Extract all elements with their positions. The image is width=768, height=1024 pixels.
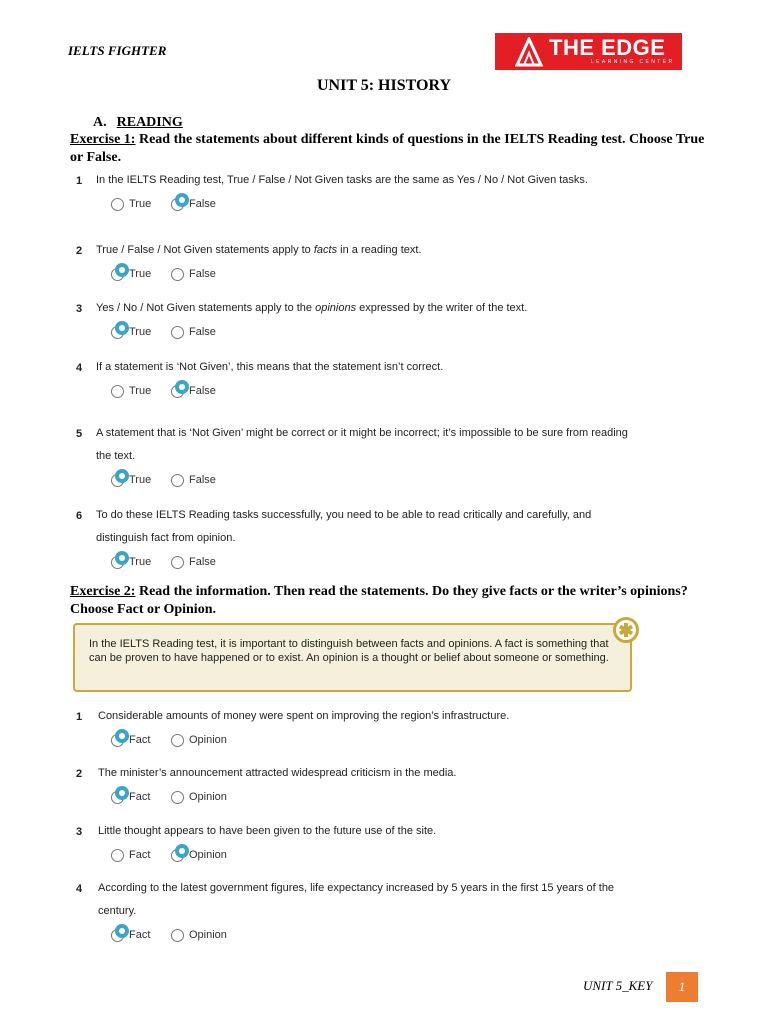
option-opinion[interactable] [171, 732, 227, 748]
option-fact[interactable] [111, 927, 150, 943]
question-number: 5 [76, 428, 83, 440]
selected-marker-icon [115, 469, 129, 483]
question-number: 3 [76, 303, 83, 315]
exercise2-label: Exercise 2: [70, 584, 136, 599]
logo-text: THE EDGE [549, 35, 666, 60]
question-text: According to the latest government figures, life expectancy increased by 5 years in the first 15 years of the century. [98, 882, 615, 917]
question-text: Considerable amounts of money were spent on improving the region’s infrastructure. [98, 710, 510, 722]
selected-marker-icon [175, 380, 189, 394]
option-label: Opinion [189, 849, 227, 861]
option-label: Fact [129, 791, 151, 803]
selected-marker-icon [115, 263, 129, 277]
question-text: In the IELTS Reading test, True / False / Not Given tasks are the same as Yes / No / Not Given tasks. [96, 174, 588, 186]
option-label: False [189, 326, 216, 338]
question-number: 1 [76, 711, 83, 723]
radio-button[interactable] [111, 556, 124, 569]
the-edge-logo [495, 33, 682, 70]
exercise1-instruction: Read the statements about different kinds of questions in the IELTS Reading test. Choose True or False. [70, 132, 705, 165]
footer-label: UNIT 5_KEY [583, 978, 653, 993]
option-label: True [129, 268, 152, 280]
radio-button[interactable] [171, 556, 184, 569]
exercise2-instruction: Read the information. Then read the statements. Do they give facts or the writer’s opinions? Choose Fact or Opinion. [70, 584, 688, 617]
radio-button[interactable] [171, 385, 184, 398]
option-false[interactable] [171, 266, 216, 282]
radio-button[interactable] [111, 929, 124, 942]
radio-button[interactable] [111, 385, 124, 398]
option-true[interactable] [111, 196, 151, 212]
unit-title: UNIT 5: HISTORY [317, 77, 451, 94]
radio-button[interactable] [171, 198, 184, 211]
info-box: In the IELTS Reading test, it is important to distinguish between facts and opinions. A fact is something that can be proven to have happened or to exist. An opinion is a thought or belief about someone or something. [73, 623, 632, 692]
radio-button[interactable] [171, 791, 184, 804]
selected-marker-icon [115, 924, 129, 938]
option-label: False [189, 474, 216, 486]
option-label: False [189, 556, 216, 568]
question-number: 2 [76, 245, 83, 257]
section-heading [93, 115, 183, 131]
option-label: Opinion [189, 929, 227, 941]
option-true[interactable] [111, 383, 151, 399]
radio-button[interactable] [171, 929, 184, 942]
question-number: 4 [76, 362, 83, 374]
option-label: Opinion [189, 734, 227, 746]
option-label: False [189, 268, 216, 280]
selected-marker-icon [115, 729, 129, 743]
option-label: True [129, 474, 152, 486]
radio-button[interactable] [171, 474, 184, 487]
option-false[interactable] [171, 472, 216, 488]
logo-subtext: LEARNING CENTER [591, 59, 675, 65]
option-label: True [129, 198, 152, 210]
selected-marker-icon [115, 786, 129, 800]
option-label: Fact [129, 929, 151, 941]
question-text: If a statement is ‘Not Given’, this means that the statement isn’t correct. [96, 361, 444, 373]
radio-button[interactable] [111, 268, 124, 281]
option-false[interactable] [171, 324, 216, 340]
option-label: True [129, 385, 152, 397]
option-label: True [129, 326, 152, 338]
radio-button[interactable] [111, 734, 124, 747]
option-false[interactable] [171, 196, 216, 212]
radio-button[interactable] [171, 849, 184, 862]
option-label: True [129, 556, 152, 568]
option-fact[interactable] [111, 732, 150, 748]
option-opinion[interactable] [171, 847, 227, 863]
question-number: 6 [76, 510, 83, 522]
radio-button[interactable] [111, 474, 124, 487]
logo-mark-icon [515, 37, 543, 67]
radio-button[interactable] [111, 849, 124, 862]
option-label: False [189, 385, 216, 397]
question-text: The minister’s announcement attracted widespread criticism in the media. [98, 767, 457, 779]
question-text: Little thought appears to have been given to the future use of the site. [98, 825, 437, 837]
page-number: 1 [666, 972, 698, 1002]
option-true[interactable] [111, 266, 151, 282]
section-label: READING [116, 115, 183, 130]
exercise2-title [70, 583, 710, 619]
option-opinion[interactable] [171, 927, 227, 943]
exercise1-title [70, 131, 710, 167]
question-number: 4 [76, 883, 83, 895]
radio-button[interactable] [171, 268, 184, 281]
option-fact[interactable] [111, 847, 150, 863]
option-opinion[interactable] [171, 789, 227, 805]
exercise1-label: Exercise 1: [70, 132, 136, 147]
option-false[interactable] [171, 554, 216, 570]
radio-button[interactable] [111, 326, 124, 339]
selected-marker-icon [175, 193, 189, 207]
question-text: Yes / No / Not Given statements apply to the opinions expressed by the writer of the text. [96, 302, 528, 314]
option-fact[interactable] [111, 789, 150, 805]
question-number: 1 [76, 175, 83, 187]
selected-marker-icon [115, 321, 129, 335]
radio-button[interactable] [111, 198, 124, 211]
option-label: Opinion [189, 791, 227, 803]
selected-marker-icon [115, 551, 129, 565]
question-number: 2 [76, 768, 83, 780]
header-title: IELTS FIGHTER [68, 43, 167, 58]
option-label: Fact [129, 734, 151, 746]
question-number: 3 [76, 826, 83, 838]
asterisk-icon [613, 617, 639, 643]
radio-button[interactable] [171, 326, 184, 339]
option-label: Fact [129, 849, 151, 861]
section-letter: A. [93, 115, 107, 130]
selected-marker-icon [175, 844, 189, 858]
radio-button[interactable] [111, 791, 124, 804]
option-label: False [189, 198, 216, 210]
option-false[interactable] [171, 383, 216, 399]
radio-button[interactable] [171, 734, 184, 747]
question-text: True / False / Not Given statements apply to facts in a reading text. [96, 244, 422, 256]
question-text: A statement that is ‘Not Given’ might be correct or it might be incorrect; it’s impossible to be sure from reading the text. [96, 427, 628, 462]
question-text: To do these IELTS Reading tasks successfully, you need to be able to read critically and carefully, and distinguish fact from opinion. [96, 509, 592, 544]
option-true[interactable] [111, 554, 151, 570]
option-true[interactable] [111, 472, 151, 488]
option-true[interactable] [111, 324, 151, 340]
